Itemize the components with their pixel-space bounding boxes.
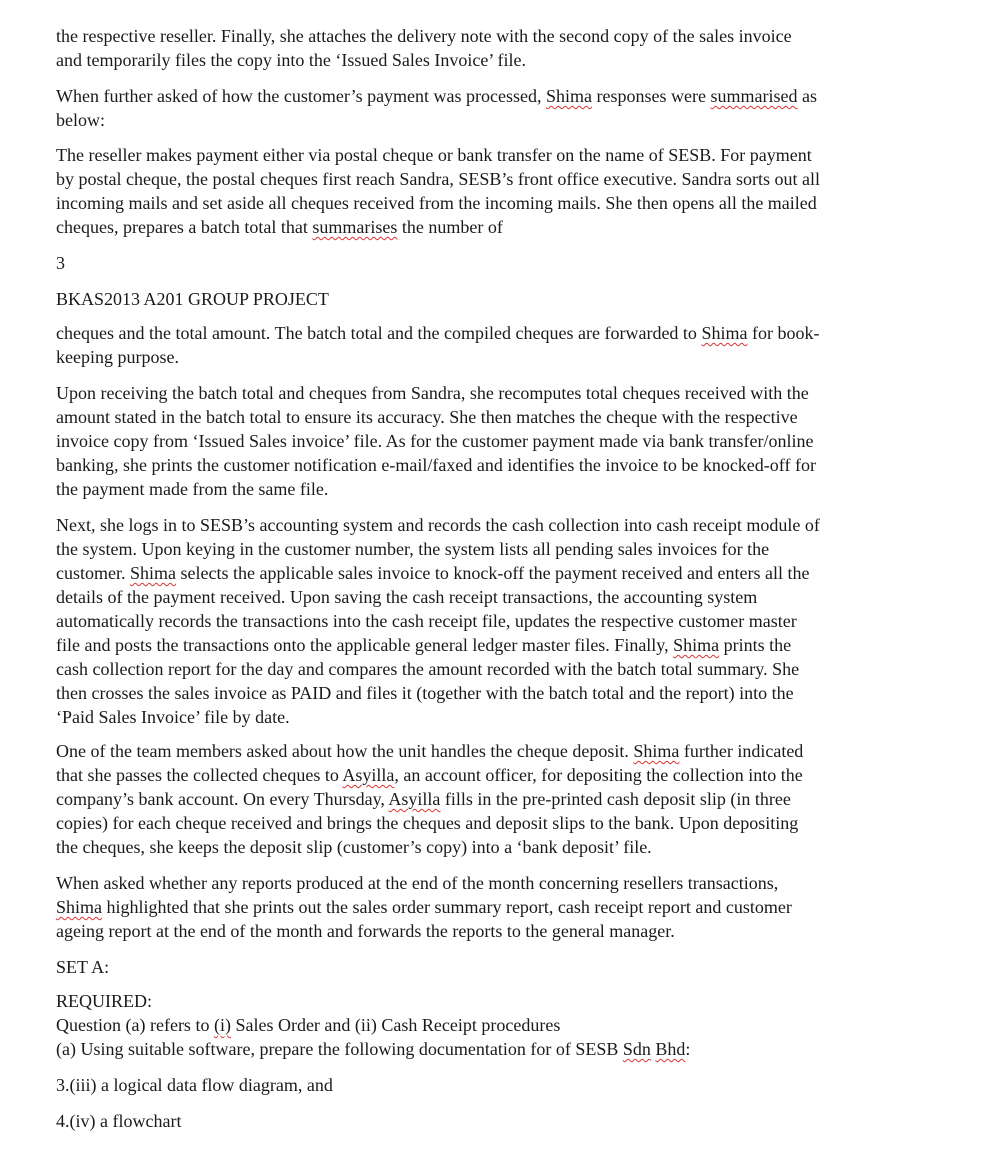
text-segment: file and posts the transactions onto the applicable general ledger master files. Finally, — [56, 635, 674, 655]
text-segment: prints the — [719, 635, 792, 655]
text-line — [56, 1013, 954, 1037]
text-line: and temporarily files the copy into the ‘Issued Sales Invoice’ file. — [56, 50, 527, 70]
text-line — [56, 561, 954, 585]
text-line: then crosses the sales invoice as PAID and files it (together with the batch total and the report) into the — [56, 683, 794, 703]
page-header: BKAS2013 A201 GROUP PROJECT — [56, 289, 329, 309]
text-segment: : — [685, 1039, 691, 1059]
spellcheck-word: Bhd — [655, 1039, 686, 1059]
text-line: When asked whether any reports produced at the end of the month concerning resellers transactions, — [56, 873, 779, 893]
text-line: by postal cheque, the postal cheques first reach Sandra, SESB’s front office executive. Sandra sorts out all — [56, 169, 820, 189]
text-segment: Sales Order and (ii) Cash Receipt procedures — [230, 1015, 561, 1035]
text-line: Upon receiving the batch total and cheques from Sandra, she recomputes total cheques received with the — [56, 383, 809, 403]
text-line — [56, 1037, 954, 1061]
text-line: Next, she logs in to SESB’s accounting system and records the cash collection into cash receipt module of — [56, 515, 820, 535]
text-segment: fills in the pre-printed cash deposit slip (in three — [440, 789, 791, 809]
text-line: the system. Upon keying in the customer number, the system lists all pending sales invoices for the — [56, 539, 770, 559]
text-segment: customer. — [56, 563, 130, 583]
paragraph-cheque-deposit — [56, 739, 954, 859]
spellcheck-word: summarises — [312, 217, 398, 237]
spellcheck-word: Asyilla — [342, 765, 395, 785]
text-segment: cheques, prepares a batch total that — [56, 217, 313, 237]
text-line — [56, 895, 954, 919]
set-label: SET A: — [56, 957, 110, 977]
text-segment: When further asked of how the customer’s payment was processed, — [56, 86, 547, 106]
text-line: incoming mails and set aside all cheques received from the incoming mails. She then opens all the mailed — [56, 193, 817, 213]
paragraph-monthly-reports — [56, 871, 954, 943]
text-segment: (a) Using suitable software, prepare the following documentation for of SESB — [56, 1039, 623, 1059]
text-line: ageing report at the end of the month and forwards the reports to the general manager. — [56, 921, 675, 941]
text-line: below: — [56, 110, 105, 130]
text-line: invoice copy from ‘Issued Sales invoice’ file. As for the customer payment made via bank transfer/online — [56, 431, 814, 451]
text-line: automatically records the transactions into the cash receipt file, updates the respective customer master — [56, 611, 797, 631]
text-line: amount stated in the batch total to ensure its accuracy. She then matches the cheque with the respective — [56, 407, 798, 427]
text-segment: highlighted that she prints out the sales order summary report, cash receipt report and customer — [102, 897, 792, 917]
text-line — [56, 787, 954, 811]
paragraph-recompute — [56, 381, 954, 501]
text-segment: One of the team members asked about how the unit handles the cheque deposit. — [56, 741, 634, 761]
text-line: copies) for each cheque received and brings the cheques and deposit slips to the bank. Upon depositing — [56, 813, 799, 833]
text-line: keeping purpose. — [56, 347, 179, 367]
paragraph-accounting-system — [56, 513, 954, 729]
text-line: banking, she prints the customer notification e-mail/faxed and identifies the invoice to be knocked-off for — [56, 455, 816, 475]
paragraph-reseller-delivery — [56, 24, 954, 72]
spellcheck-word: Shima — [546, 86, 593, 106]
spellcheck-word: Sdn — [622, 1039, 651, 1059]
text-line — [56, 739, 954, 763]
item-data-flow-diagram: 3.(iii) a logical data flow diagram, and — [56, 1075, 333, 1095]
text-segment: the number of — [397, 217, 503, 237]
text-line: cash collection report for the day and compares the amount recorded with the batch total summary. She — [56, 659, 800, 679]
spellcheck-word: Asyilla — [388, 789, 441, 809]
text-segment: cheques and the total amount. The batch total and the compiled cheques are forwarded to — [56, 323, 702, 343]
text-line: the payment made from the same file. — [56, 479, 329, 499]
text-segment: Question (a) refers to — [56, 1015, 214, 1035]
text-segment: , an account officer, for depositing the collection into the — [394, 765, 803, 785]
paragraph-postal-cheque — [56, 143, 954, 239]
text-segment: as — [797, 86, 818, 106]
spellcheck-word: Shima — [56, 897, 103, 917]
spellcheck-word: Shima — [130, 563, 177, 583]
text-line: details of the payment received. Upon saving the cash receipt transactions, the accounting system — [56, 587, 758, 607]
page-number: 3 — [56, 253, 65, 273]
spellcheck-word: (i) — [213, 1015, 231, 1035]
text-line: the respective reseller. Finally, she attaches the delivery note with the second copy of the sales invoice — [56, 26, 792, 46]
text-segment: selects the applicable sales invoice to knock-off the payment received and enters all the — [176, 563, 810, 583]
spellcheck-word: summarised — [710, 86, 798, 106]
spellcheck-word: Shima — [701, 323, 748, 343]
text-segment: company’s bank account. On every Thursday, — [56, 789, 389, 809]
text-line — [56, 215, 954, 239]
text-line: The reseller makes payment either via postal cheque or bank transfer on the name of SESB. For payment — [56, 145, 812, 165]
text-line — [56, 763, 954, 787]
text-line — [56, 321, 954, 345]
text-segment: further indicated — [679, 741, 804, 761]
text-line — [56, 633, 954, 657]
spellcheck-word: Shima — [673, 635, 720, 655]
text-segment: responses were — [592, 86, 711, 106]
required-block — [56, 989, 954, 1061]
text-segment: for book- — [747, 323, 820, 343]
text-line: the cheques, she keeps the deposit slip (customer’s copy) into a ‘bank deposit’ file. — [56, 837, 652, 857]
paragraph-batch-total — [56, 321, 954, 369]
item-flowchart: 4.(iv) a flowchart — [56, 1111, 182, 1131]
text-line: ‘Paid Sales Invoice’ file by date. — [56, 707, 290, 727]
text-line — [56, 84, 954, 108]
paragraph-payment-question — [56, 84, 954, 132]
required-heading: REQUIRED: — [56, 991, 152, 1011]
text-segment: that she passes the collected cheques to — [56, 765, 343, 785]
spellcheck-word: Shima — [633, 741, 680, 761]
